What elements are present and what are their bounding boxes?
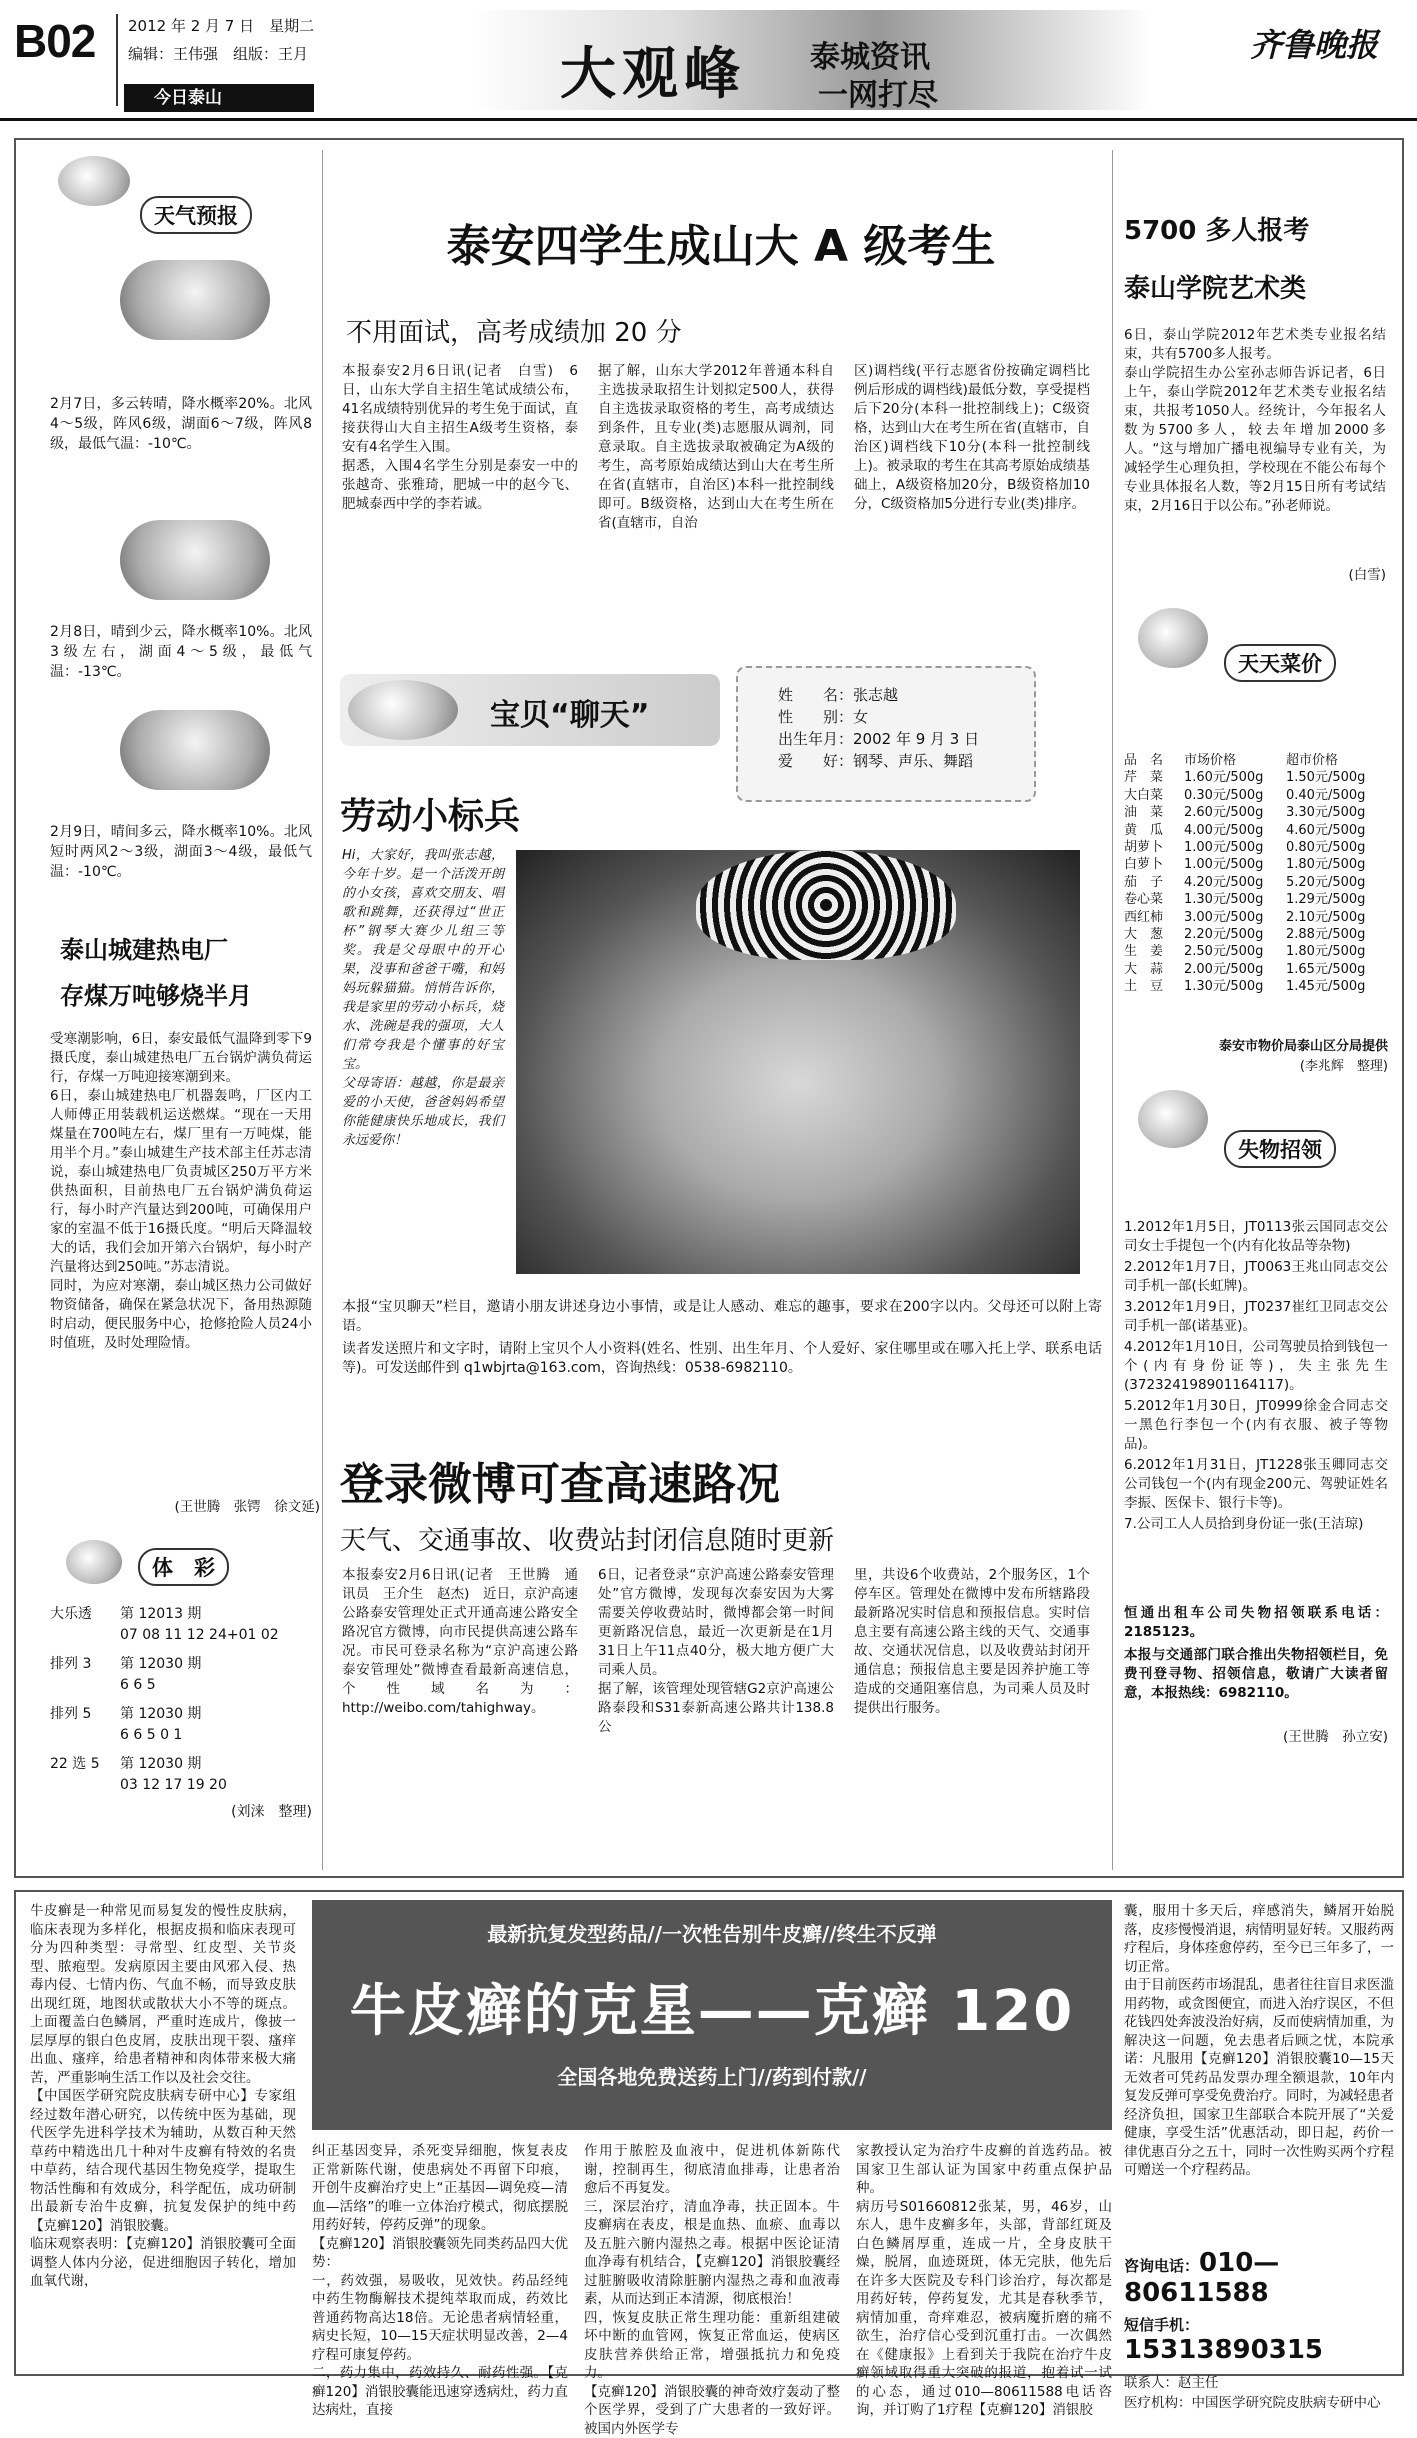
ad-col-3: 家教授认定为治疗牛皮癣的首选药品。被国家卫生部认证为国家中药重点保护品种。 病历号S01660812张某，男，46岁，山东人，患牛皮癣多年，头部，背部红斑及白色鳞屑厚重，连成一片，全身皮肤干燥，脱屑，血迹斑斑，体无完肤，他先后在许多大医院及专科门诊治疗，每次都是用药好转，停药复发，尤其是春秋季节，病情加重，奇痒难忍，被病魔折磨的痛不欲生，治疗信心受到沉重打击。一次偶然在《健康报》上看到关于我院在治疗牛皮癣领域取得重大突破的报道，抱着试一试的心态，通过010—80611588电话咨询，并订购了1疗程【克癣120】消银胶 <box>856 2143 1112 2418</box>
ad-headline: 牛皮癣的克星——克癣 120 <box>349 1979 1075 2044</box>
ad-phone: 010—80611588 <box>1124 2248 1280 2308</box>
veg-source: 泰安市物价局泰山区分局提供 <box>1218 1039 1388 1054</box>
art-credit: (白雪) <box>1348 567 1386 583</box>
baby-chat-section <box>336 660 1106 1300</box>
list-item: 6.2012年1月31日，JT1228张玉卿同志交公司钱包一个(内有现金200元、驾驶证姓名李振、医保卡、银行卡等)。 <box>1124 1457 1388 1511</box>
weibo-col-1: 本报泰安2月6日讯(记者 王世腾 通讯员 王介生 赵杰) 近日，京沪高速公路泰安管理处正式开通高速公路安全路况官方微博，向市民提供高速公路车况。市民可登录名称为“京沪高速公路泰安管理处”微博查看最新高速信息，个性域名为：http://weibo.com/tahighway。 <box>342 1567 578 1716</box>
lottery-row: 排列 3 第 12030 期 <box>50 1656 202 1672</box>
table-row: 卷心菜 1.30元/500g 1.29元/500g <box>1124 892 1366 908</box>
baby-story-title: 劳动小标兵 <box>340 796 521 837</box>
ad-col-2: 作用于脓腔及血液中，促进机体新陈代谢，控制再生，彻底清血排毒，让患者治愈后不再复发。 三，深层治疗，清血净毒，扶正固本。牛皮癣病在表皮，根是血热、血瘀、血毒以及五脏六腑内湿热之毒。根据中医论证清血净毒有机结合，【克癣120】消银胶囊经过脏腑吸收清除脏腑内湿热之毒和血液毒素，从而达到正本清源，彻底根治！ 四，恢复皮肤正常生理功能：重新组建破坏中断的血管网，恢复正常血运，使病区皮肤营养供给正常，增强抵抗力和免疫力。 【克癣120】消银胶囊的神奇效疗轰动了整个医学界，受到了广大患者的一致好评。被国内外医学专 <box>584 2143 840 2437</box>
weather-title: 天气预报 <box>140 196 252 234</box>
lost-note: 本报与交通部门联合推出失物招领栏目，免费刊登寻物、招领信息，敬请广大读者留意，本报热线：6982110。 <box>1124 1647 1388 1701</box>
baby-banner <box>340 674 720 746</box>
weibo-col-2: 6日，记者登录“京沪高速公路泰安管理处”官方微博，发现每次泰安因为大雾需要关停收费站时，微博都会第一时间更新路况信息，最近一次更新是在1月31日上午11点40分，极大地方便广大司乘人员。 据了解，该管理处现管辖G2京沪高速公路泰段和S31泰新高速公路共计138.8公 <box>598 1567 834 1735</box>
cloudy-icon <box>120 260 270 340</box>
sdu-col-3: 区)调档线(平行志愿省份按确定调档比例后形成的调档线)最低分数，享受提档后下20分(本科一批控制线上)；C级资格，达到山大在考生所在省(直辖市，自治区)调档线下10分(本科一批控制线上)。被录取的考生在其高考原始成绩基础上，A级资格加20分，B级资格加10分，C级资格加5分进行专业(类)排序。 <box>854 363 1090 512</box>
headscarf-graphic <box>696 850 956 960</box>
lottery-section <box>30 1540 320 1870</box>
sun-icon <box>58 156 130 206</box>
list-item: 5.2012年1月30日，JT0999徐金合同志交一黑色行李包一个(内有衣服、被子等物品)。 <box>1124 1398 1388 1452</box>
masthead <box>0 0 1417 118</box>
slogan-2: 一网打尽 <box>818 78 938 113</box>
cartoon-mascot-icon <box>348 680 458 740</box>
ad-left-column: 牛皮癣是一种常见而易复发的慢性皮肤病，临床表现为多样化，根据皮损和临床表现可分为四种类型：寻常型、红皮型、关节炎型、脓疱型。发病原因主要由风邪入侵、热毒内侵、七情内伤、气血不畅，而导致皮肤出现红斑，地图状或散状大小不等的斑点。上面覆盖白色鳞屑，严重时连成片，像披一层厚厚的银白色皮屑，皮肤出现干裂、瘙痒出血、瘙痒，给患者精神和肉体带来极大痛苦，严重影响生活工作以及社会交往。 【中国医学研究院皮肤病专研中心】专家组经过数年潜心研究，以传统中医为基础，现代医学先进科学技术为辅助，从数百种天然草药中精选出几十种对牛皮癣有特效的名贵中草药，结合现代基因生物免疫学，提取生物活性酶和有效成分，科学配伍，成功研制出最新专治牛皮癣，抗复发保护的纯中药【克癣120】消银胶囊。 临床观察表明：【克癣120】消银胶囊可全面调整人体内分泌，促进细胞因子转化，增加血氧代谢， <box>30 1903 296 2289</box>
ad-band: 最新抗复发型药品//一次性告别牛皮癣//终生不反弹 <box>487 1922 937 1946</box>
art-title-1: 5700 多人报考 <box>1124 216 1310 246</box>
heating-article <box>30 930 320 1530</box>
table-row: 大 葱 2.20元/500g 2.88元/500g <box>1124 927 1366 943</box>
table-row: 西红柿 3.00元/500g 2.10元/500g <box>1124 909 1366 925</box>
baby-note-1: 本报“宝贝聊天”栏目，邀请小朋友讲述身边小事情，或是让人感动、难忘的趣事，要求在200字以内。父母还可以附上寄语。 <box>342 1299 1102 1334</box>
slogan-1: 泰城资讯 <box>810 40 930 75</box>
table-row: 胡萝卜 1.00元/500g 0.80元/500g <box>1124 840 1366 856</box>
lottery-table: 大乐透 第 12013 期 07 08 11 12 24+01 02 排列 3 第 12030 期 6 6 5 排列 5 第 12030 期 6 6 5 0 1 22 选 5 第 12030 期 03 12 17 19 20 (刘涞 整理) <box>50 1604 312 1823</box>
child-photo <box>516 850 1080 1274</box>
sdu-col-2: 据了解，山东大学2012年普通本科自主选拔录取招生计划拟定500人，获得自主选拔录取资格的考生，高考成绩达到条件，且专业(类)志愿服从调剂，同意录取。自主选拔录取被确定为A级的考生，高考原始成绩达到山大在考生所在省(直辖市，自治区)本科一批控制线即可。B级资格，达到山大在考生所在省(直辖市，自治 <box>598 363 834 531</box>
table-row: 生 姜 2.50元/500g 1.80元/500g <box>1124 944 1366 960</box>
baby-note-2: 读者发送照片和文字时，请附上宝贝个人小资料(姓名、性别、出生年月、个人爱好、家住哪里或在哪入托上学、联系电话等)。可发送邮件到 q1wbjrta@163.com，咨询热线：0538-6982110。 <box>342 1341 1102 1376</box>
table-row: 芹 菜 1.60元/500g 1.50元/500g <box>1124 770 1366 786</box>
lottery-credit: (刘涞 整理) <box>231 1804 312 1820</box>
table-row: 白萝卜 1.00元/500g 1.80元/500g <box>1124 857 1366 873</box>
ad-col-1: 纠正基因变异，杀死变异细胞，恢复表皮正常新陈代谢，使患病处不再留下印痕，开创牛皮癣治疗史上“正基因—调免疫—清血—活络”的唯一立体治疗模式，彻底摆脱用药好转，停药反弹”的现象。 【克癣120】消银胶囊领先同类药品四大优势： 一，药效强，易吸收，见效快。药品经纯中药生物酶解技术提纯萃取而成，药效比普通药物高达18倍。无论患者病情轻重，病史长短，10—15天症状明显改善，2—4疗程可康复停药。 二，药力集中，药效持久、耐药性强。【克癣120】消银胶囊能迅速穿透病灶，药力直达病灶，直接 <box>312 2143 568 2418</box>
partly-cloudy-icon <box>120 710 270 790</box>
list-item: 2.2012年1月7日，JT0063王兆山同志交公司手机一部(长虹牌)。 <box>1124 1259 1388 1294</box>
editor-line: 编辑：王伟强 组版：王月 <box>128 45 309 63</box>
weibo-title: 登录微博可查高速路况 <box>340 1459 780 1510</box>
advertisement <box>14 1890 1404 2437</box>
table-row: 油 菜 2.60元/500g 3.30元/500g <box>1124 805 1366 821</box>
weather-day-3: 2月9日，晴间多云，降水概率10%。北风短时两风2～3级，湖面3～4级，最低气温：-10℃。 <box>50 824 312 880</box>
newspaper-logo: 齐鲁晚报 <box>1250 26 1379 64</box>
veg-title: 天天菜价 <box>1224 644 1336 682</box>
sunny-icon <box>120 520 270 600</box>
art-title-2: 泰山学院艺术类 <box>1124 274 1307 304</box>
lost-credit: (王世腾 孙立安) <box>1282 1729 1388 1745</box>
lottery-row: 排列 5 第 12030 期 <box>50 1706 202 1722</box>
ad-subline: 全国各地免费送药上门//药到付款// <box>557 2065 867 2089</box>
heating-title-2: 存煤万吨够烧半月 <box>60 982 252 1010</box>
lottery-row: 22 选 5 第 12030 期 <box>50 1756 202 1772</box>
lost-title: 失物招领 <box>1224 1130 1336 1168</box>
lost-items-list <box>1124 1218 1388 1536</box>
lottery-ball-icon <box>66 1540 122 1584</box>
list-item: 3.2012年1月9日，JT0237崔红卫同志交公司手机一部(诺基亚)。 <box>1124 1299 1388 1334</box>
list-item: 1.2012年1月5日，JT0113张云国同志交公司女士手提包一个(内有化妆品等杂物) <box>1124 1219 1388 1254</box>
section-bar: 今日泰山 <box>124 84 314 112</box>
heating-title-1: 泰山城建热电厂 <box>60 936 228 964</box>
baby-profile-card: 姓 名：张志越 性 别：女 出生年月：2002 年 9 月 3 日 爱 好：钢琴、声乐、舞蹈 <box>736 666 1036 802</box>
weibo-subtitle: 天气、交通事故、收费站封闭信息随时更新 <box>340 1526 835 1556</box>
weather-day-1: 2月7日，多云转晴，降水概率20%。北风4～5级，阵风6级，湖面6～7级，阵风8级，最低气温：-10℃。 <box>50 396 312 452</box>
lottery-row: 大乐透 第 12013 期 <box>50 1606 202 1622</box>
lottery-title: 体 彩 <box>138 1548 229 1586</box>
veg-price-table: 品 名 市场价格 超市价格 芹 菜 1.60元/500g 1.50元/500g 大白菜 0.30元/500g 0.40元/500g 油 菜 2.60元/500g 3.30元/500g 黄 瓜 4.00元/500g 4.60元/500g 胡萝卜 1.00元/500g 0.80元/500g 白萝卜 1.00元/500g 1.80元/500g 茄 子 4.20元/500g 5.20元/500g 卷心菜 1.30元/500g 1.29元/500g 西红柿 3.00元/500g 2.10元/500g 大 葱 2.20元/500g 2.88元/500g 生 姜 2.50元/500g 1.80元/500g 大 蒜 2.00元/500g 1.65元/500g 土 豆 1.30元/500g 1.45元/500g <box>1124 752 1388 996</box>
weather-day-2: 2月8日，晴到少云，降水概率10%。北风3级左右，湖面4～5级，最低气温：-13℃。 <box>50 624 312 680</box>
sdu-article <box>336 150 1106 620</box>
lost-contact: 恒通出租车公司失物招领联系电话：2185123。 <box>1124 1605 1388 1640</box>
table-row: 茄 子 4.20元/500g 5.20元/500g <box>1124 874 1366 890</box>
baby-banner-title: 宝贝“聊天” <box>490 698 650 733</box>
weibo-col-3: 里，共设6个收费站，2个服务区，1个停车区。管理处在微博中发布所辖路段最新路况实时信息和预报信息。实时信息主要有高速公路主线的天气、交通事故、交通状况信息，以及收费站封闭开通信息；预报信息主要是因养护施工等造成的交通阻塞信息，为司乘人员及时提供出行服务。 <box>854 1567 1090 1716</box>
brand-title: 大观峰 <box>560 41 746 107</box>
table-row: 土 豆 1.30元/500g 1.45元/500g <box>1124 979 1366 995</box>
table-row: 大 蒜 2.00元/500g 1.65元/500g <box>1124 961 1366 977</box>
issue-date: 2012 年 2 月 7 日 星期二 <box>128 17 315 35</box>
ad-sms: 15313890315 <box>1124 2335 1323 2365</box>
ad-contact: 咨询电话：010—80611588 短信手机：15313890315 联系人：赵主任 医疗机构：中国医学研究院皮肤病专研中心 <box>1124 2248 1381 2411</box>
page-number: B02 <box>14 15 96 67</box>
art-body: 6日，泰山学院2012年艺术类专业报名结束，共有5700多人报考。 泰山学院招生办公室孙志师告诉记者，6日上午，泰山学院2012年艺术类专业报名结束，共报考1050人。经统计，今年报名人数为5700多人，较去年增加2000多人。“这与增加广播电视编导专业有关，为减轻学生心理负担，学校现在不能公布每个专业具体报名人数，等2月15日所有考试结束，2月16日于以公布。”孙老师说。 <box>1124 327 1386 514</box>
vegetable-price-section <box>1124 600 1394 1080</box>
lost-item-icon <box>1138 1090 1208 1148</box>
masthead-banner <box>470 10 1150 113</box>
table-row: 黄 瓜 4.00元/500g 4.60元/500g <box>1124 822 1366 838</box>
cabbage-icon <box>1138 608 1208 668</box>
sdu-col-1: 本报泰安2月6日讯(记者 白雪) 6日，山东大学自主招生笔试成绩公布，41名成绩特别优异的考生免于面试，直接获得山大自主招生A级考生资格，泰安有4名学生入围。 据悉，入围4名学生分别是泰安一中的张越奇、张雅琦，肥城一中的赵今飞、肥城泰西中学的李若诚。 <box>342 363 578 512</box>
table-row: 大白菜 0.30元/500g 0.40元/500g <box>1124 787 1366 803</box>
lost-found-section <box>1124 1090 1394 1870</box>
heating-body: 受寒潮影响，6日，泰安最低气温降到零下9摄氏度，泰山城建热电厂五台锅炉满负荷运行，存煤一万吨迎接寒潮到来。 6日，泰山城建热电厂机器轰鸣，厂区内工人师傅正用装载机运送燃煤。“现在一天用煤量在700吨左右，煤厂里有一万吨煤，能用半个月。”泰山城建生产技术部主任苏志清说，泰山城建热电厂负责城区250万平方米供热面积，目前热电厂五台锅炉满负荷运行，每小时产汽量达到200吨，可确保用户家的室温不低于16摄氏度。“明后天降温较大的话，我们会加开第六台锅炉，每小时产汽量将达到250吨。”苏志清说。 同时，为应对寒潮，泰山城区热力公司做好物资储备，确保在紧急状况下，备用热源随时启动，便民服务中心，抢修抢险人员24小时值班，及时处理险情。 <box>50 1031 312 1351</box>
baby-story: Hi，大家好，我叫张志越，今年十岁。是一个活泼开朗的小女孩，喜欢交朋友、唱歌和跳舞，还获得过“世正杯”钢琴大赛少儿组三等奖。我是父母眼中的开心果，没事和爸爸干嘴，和妈妈玩躲猫猫。悄悄告诉你，我是家里的劳动小标兵，烧水、洗碗是我的强项，大人们常夸我是个懂事的好宝宝。 父母寄语：越越，你是最亲爱的小天使，爸爸妈妈希望你能健康快乐地成长，我们永远爱你！ <box>342 848 504 1148</box>
veg-credit: (李兆辉 整理) <box>1299 1059 1388 1074</box>
weather-section <box>30 150 320 930</box>
art-exam-article <box>1124 150 1394 590</box>
ad-right-column: 囊，服用十多天后，痒感消失，鳞屑开始脱落，皮疹慢慢消退，病情明显好转。又服药两疗程后，身体痊愈停药，至今已三年多了，一切正常。 由于目前医药市场混乱，患者往往盲目求医滥用药物，或贪图便宜，而进入治疗误区，不但花钱四处奔波没治好病，反而使病情加重，为解决这一问题，免去患者后顾之忧，本院承诺：凡服用【克癣120】消银胶囊10—15天无效者可凭药品发票办理全额退款，10年内复发反弹可享受免费治疗。同时，为减轻患者经济负担，国家卫生部联合本院开展了“关爱健康，享受生活”优惠活动，即日起，药价一律优惠百分之五十，同时一次性购买两个疗程可赠送一个疗程药品。 <box>1124 1903 1394 2178</box>
list-item: 4.2012年1月10日，公司驾驶员拾到钱包一个(内有身份证等)，失主张先生(372324198901164117)。 <box>1124 1339 1388 1393</box>
weibo-article <box>336 1440 1106 1870</box>
list-item: 7.公司工人人员拾到身份证一张(王洁琼) <box>1124 1516 1364 1532</box>
sdu-title: 泰安四学生成山大 A 级考生 <box>446 221 996 272</box>
sdu-subtitle: 不用面试，高考成绩加 20 分 <box>346 318 682 348</box>
ad-banner <box>312 1900 1112 2130</box>
heating-credit: (王世腾 张锷 徐文延) <box>174 1499 320 1515</box>
